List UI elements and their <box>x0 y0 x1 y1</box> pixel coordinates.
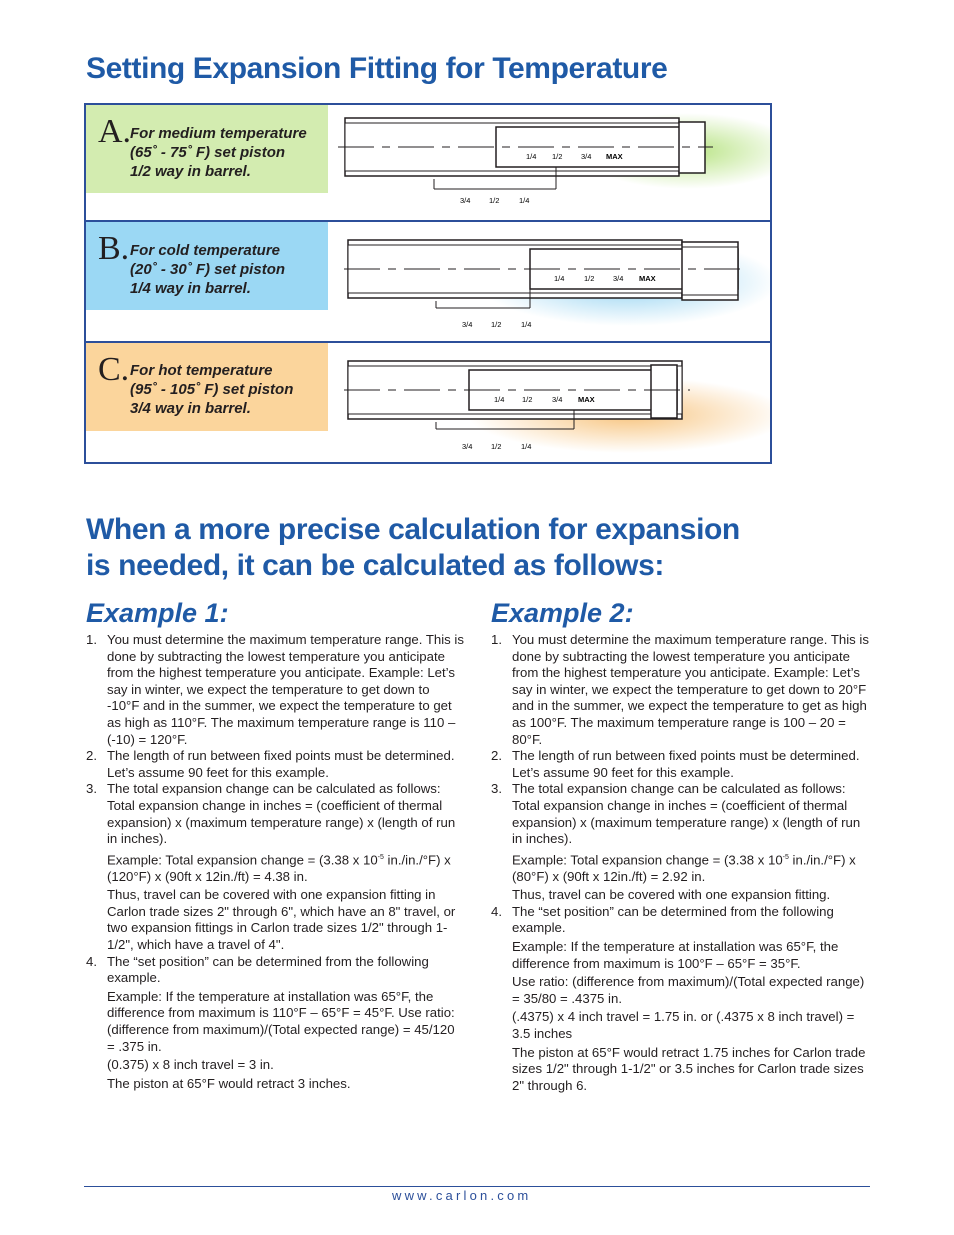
setting-label-c <box>86 343 328 431</box>
footer-url[interactable]: www.carlon.com <box>392 1188 532 1203</box>
step-item <box>491 748 869 781</box>
fitting-diagram-b <box>328 222 770 341</box>
setting-diagram-box <box>84 103 772 464</box>
step-item <box>86 748 464 781</box>
step-paragraph: The piston at 65°F would retract 1.75 inches for Carlon trade sizes 1/2" through 1-1/2" or 3.5 inches for Carlon trade sizes 2" through 6. <box>512 1044 866 1093</box>
setting-panel-a <box>86 105 770 225</box>
step-paragraph: Thus, travel can be covered with one expansion fitting. <box>512 887 831 903</box>
step-number: 3. <box>86 781 97 797</box>
step-item <box>86 632 464 748</box>
step-item <box>491 781 869 904</box>
step-item <box>491 632 869 748</box>
piston-mark: 1/2 <box>584 274 595 283</box>
piston-mark: 1/2 <box>552 152 563 161</box>
step-number: 2. <box>491 748 502 764</box>
step-paragraph: Example: If the temperature at installation was 65°F, the difference from maximum is 100°F – 65°F = 35°F. <box>512 939 839 971</box>
piston-mark: 3/4 <box>552 395 563 404</box>
setting-panel-c <box>86 343 770 463</box>
step-number: 1. <box>491 632 502 647</box>
step-paragraph: The total expansion change can be calculated as follows: Total expansion change in inches = (coefficient of thermal expansion) x (maximum temperature range) x (length of run in inches). <box>107 781 456 847</box>
fitting-diagram-c <box>328 343 770 462</box>
step-item <box>86 954 464 1093</box>
setting-letter: A. <box>98 113 132 150</box>
step-paragraph: Example: Total expansion change = (3.38 x $10^{-5}$ in./in./°F) x (120°F) x (90ft x 12in./ft) = 4.38 in. <box>107 852 451 884</box>
section-heading-line: When a more precise calculation for expansion <box>86 513 740 546</box>
piston-mark: 3/4 <box>613 274 624 283</box>
barrel-mark: 3/4 <box>462 442 473 451</box>
example-2-steps <box>491 632 869 1094</box>
step-number: 4. <box>491 903 502 919</box>
step-item <box>86 781 464 953</box>
barrel-mark: 3/4 <box>460 196 471 205</box>
step-number: 2. <box>86 748 97 764</box>
fitting-diagram-a <box>328 105 770 220</box>
step-number: 4. <box>86 953 97 969</box>
footer-rule <box>84 1186 870 1187</box>
step-paragraph: The length of run between fixed points must be determined. Let’s assume 90 feet for this example. <box>107 748 455 780</box>
barrel-mark: 1/4 <box>521 320 532 329</box>
setting-text: For medium temperature (65˚ - 75˚ F) set piston 1/2 way in barrel. <box>130 125 307 180</box>
step-paragraph: The length of run between fixed points must be determined. Let’s assume 90 feet for this example. <box>512 748 860 780</box>
step-number: 3. <box>491 781 502 797</box>
page-title: Setting Expansion Fitting for Temperature <box>86 52 668 85</box>
setting-text: For hot temperature (95˚ - 105˚ F) set piston 3/4 way in barrel. <box>130 362 294 417</box>
setting-text: For cold temperature (20˚ - 30˚ F) set piston 1/4 way in barrel. <box>130 242 286 297</box>
piston-mark: 1/2 <box>522 395 533 404</box>
example-2-title: Example 2: <box>491 598 634 628</box>
setting-label-a <box>86 105 328 193</box>
section-heading-line: is needed, it can be calculated as follows: <box>86 549 664 582</box>
step-paragraph: The “set position” can be determined from the following example. <box>512 903 834 936</box>
setting-letter: C. <box>98 351 130 388</box>
step-item <box>491 904 869 1095</box>
step-paragraph: (0.375) x 8 inch travel = 3 in. <box>107 1057 274 1073</box>
piston-mark: 3/4 <box>581 152 592 161</box>
barrel-mark: 1/2 <box>491 320 502 329</box>
barrel-mark: 1/2 <box>491 442 502 451</box>
setting-letter: B. <box>98 230 130 267</box>
barrel-mark: 1/4 <box>519 196 530 205</box>
piston-mark: MAX <box>639 274 656 283</box>
step-paragraph: You must determine the maximum temperature range. This is done by subtracting the lowest temperature you anticipate from the highest temperature you anticipate. Example: Let’s say in winter, we expect the temperature to get down to 20°F and in the summer, we expect the temperature to get as high as 100°F. The maximum temperature range is 100 – 20 = 80°F. <box>512 632 869 747</box>
step-paragraph: You must determine the maximum temperature range. This is done by subtracting the lowest temperature you anticipate from the highest temperature you anticipate. Example: Let’s say in winter, we expect the temperature to get down to -10°F and in the summer, we expect the temperature to get as high as 110°F. The maximum temperature range is 110 –(-10) = 120°F. <box>107 632 464 747</box>
step-paragraph: Thus, travel can be covered with one expansion fitting in Carlon trade sizes 2" through 6", which have an 8" travel, or two expansion fittings in Carlon trade sizes 1/2" through 1-1/2", which have a travel of 4". <box>107 887 456 953</box>
section-heading <box>86 512 740 584</box>
piston-mark: MAX <box>606 152 623 161</box>
step-paragraph: The total expansion change can be calculated as follows: Total expansion change in inches = (coefficient of thermal expansion) x (maximum temperature range) x (length of run in inches). <box>512 781 861 847</box>
step-paragraph: (.4375) x 4 inch travel = 1.75 in. or (.4375 x 8 inch travel) = 3.5 inches <box>512 1009 855 1042</box>
barrel-mark: 1/2 <box>489 196 500 205</box>
setting-panel-b <box>86 222 770 342</box>
piston-mark: MAX <box>578 395 595 404</box>
step-paragraph: Use ratio: (difference from maximum)/(Total expected range) = 35/80 = .4375 in. <box>512 974 865 1006</box>
setting-label-b <box>86 222 328 310</box>
step-paragraph: Example: If the temperature at installation was 65°F, the difference from maximum is 110°F – 65°F = 45°F. Use ratio: (difference from maximum)/(Total expected range) = 45/120 = .375 in. <box>107 988 455 1054</box>
step-paragraph: Example: Total expansion change = (3.38 x $10^{-5}$ in./in./°F) x (80°F) x (90ft x 12in./ft) = 2.92 in. <box>512 852 856 884</box>
barrel-mark: 1/4 <box>521 442 532 451</box>
example-1-steps <box>86 632 464 1092</box>
piston-mark: 1/4 <box>554 274 565 283</box>
piston-mark: 1/4 <box>526 152 537 161</box>
step-number: 1. <box>86 632 97 647</box>
step-paragraph: The piston at 65°F would retract 3 inches. <box>107 1075 351 1091</box>
barrel-mark: 3/4 <box>462 320 473 329</box>
example-1-title: Example 1: <box>86 598 229 628</box>
piston-mark: 1/4 <box>494 395 505 404</box>
step-paragraph: The “set position” can be determined from the following example. <box>107 953 429 986</box>
